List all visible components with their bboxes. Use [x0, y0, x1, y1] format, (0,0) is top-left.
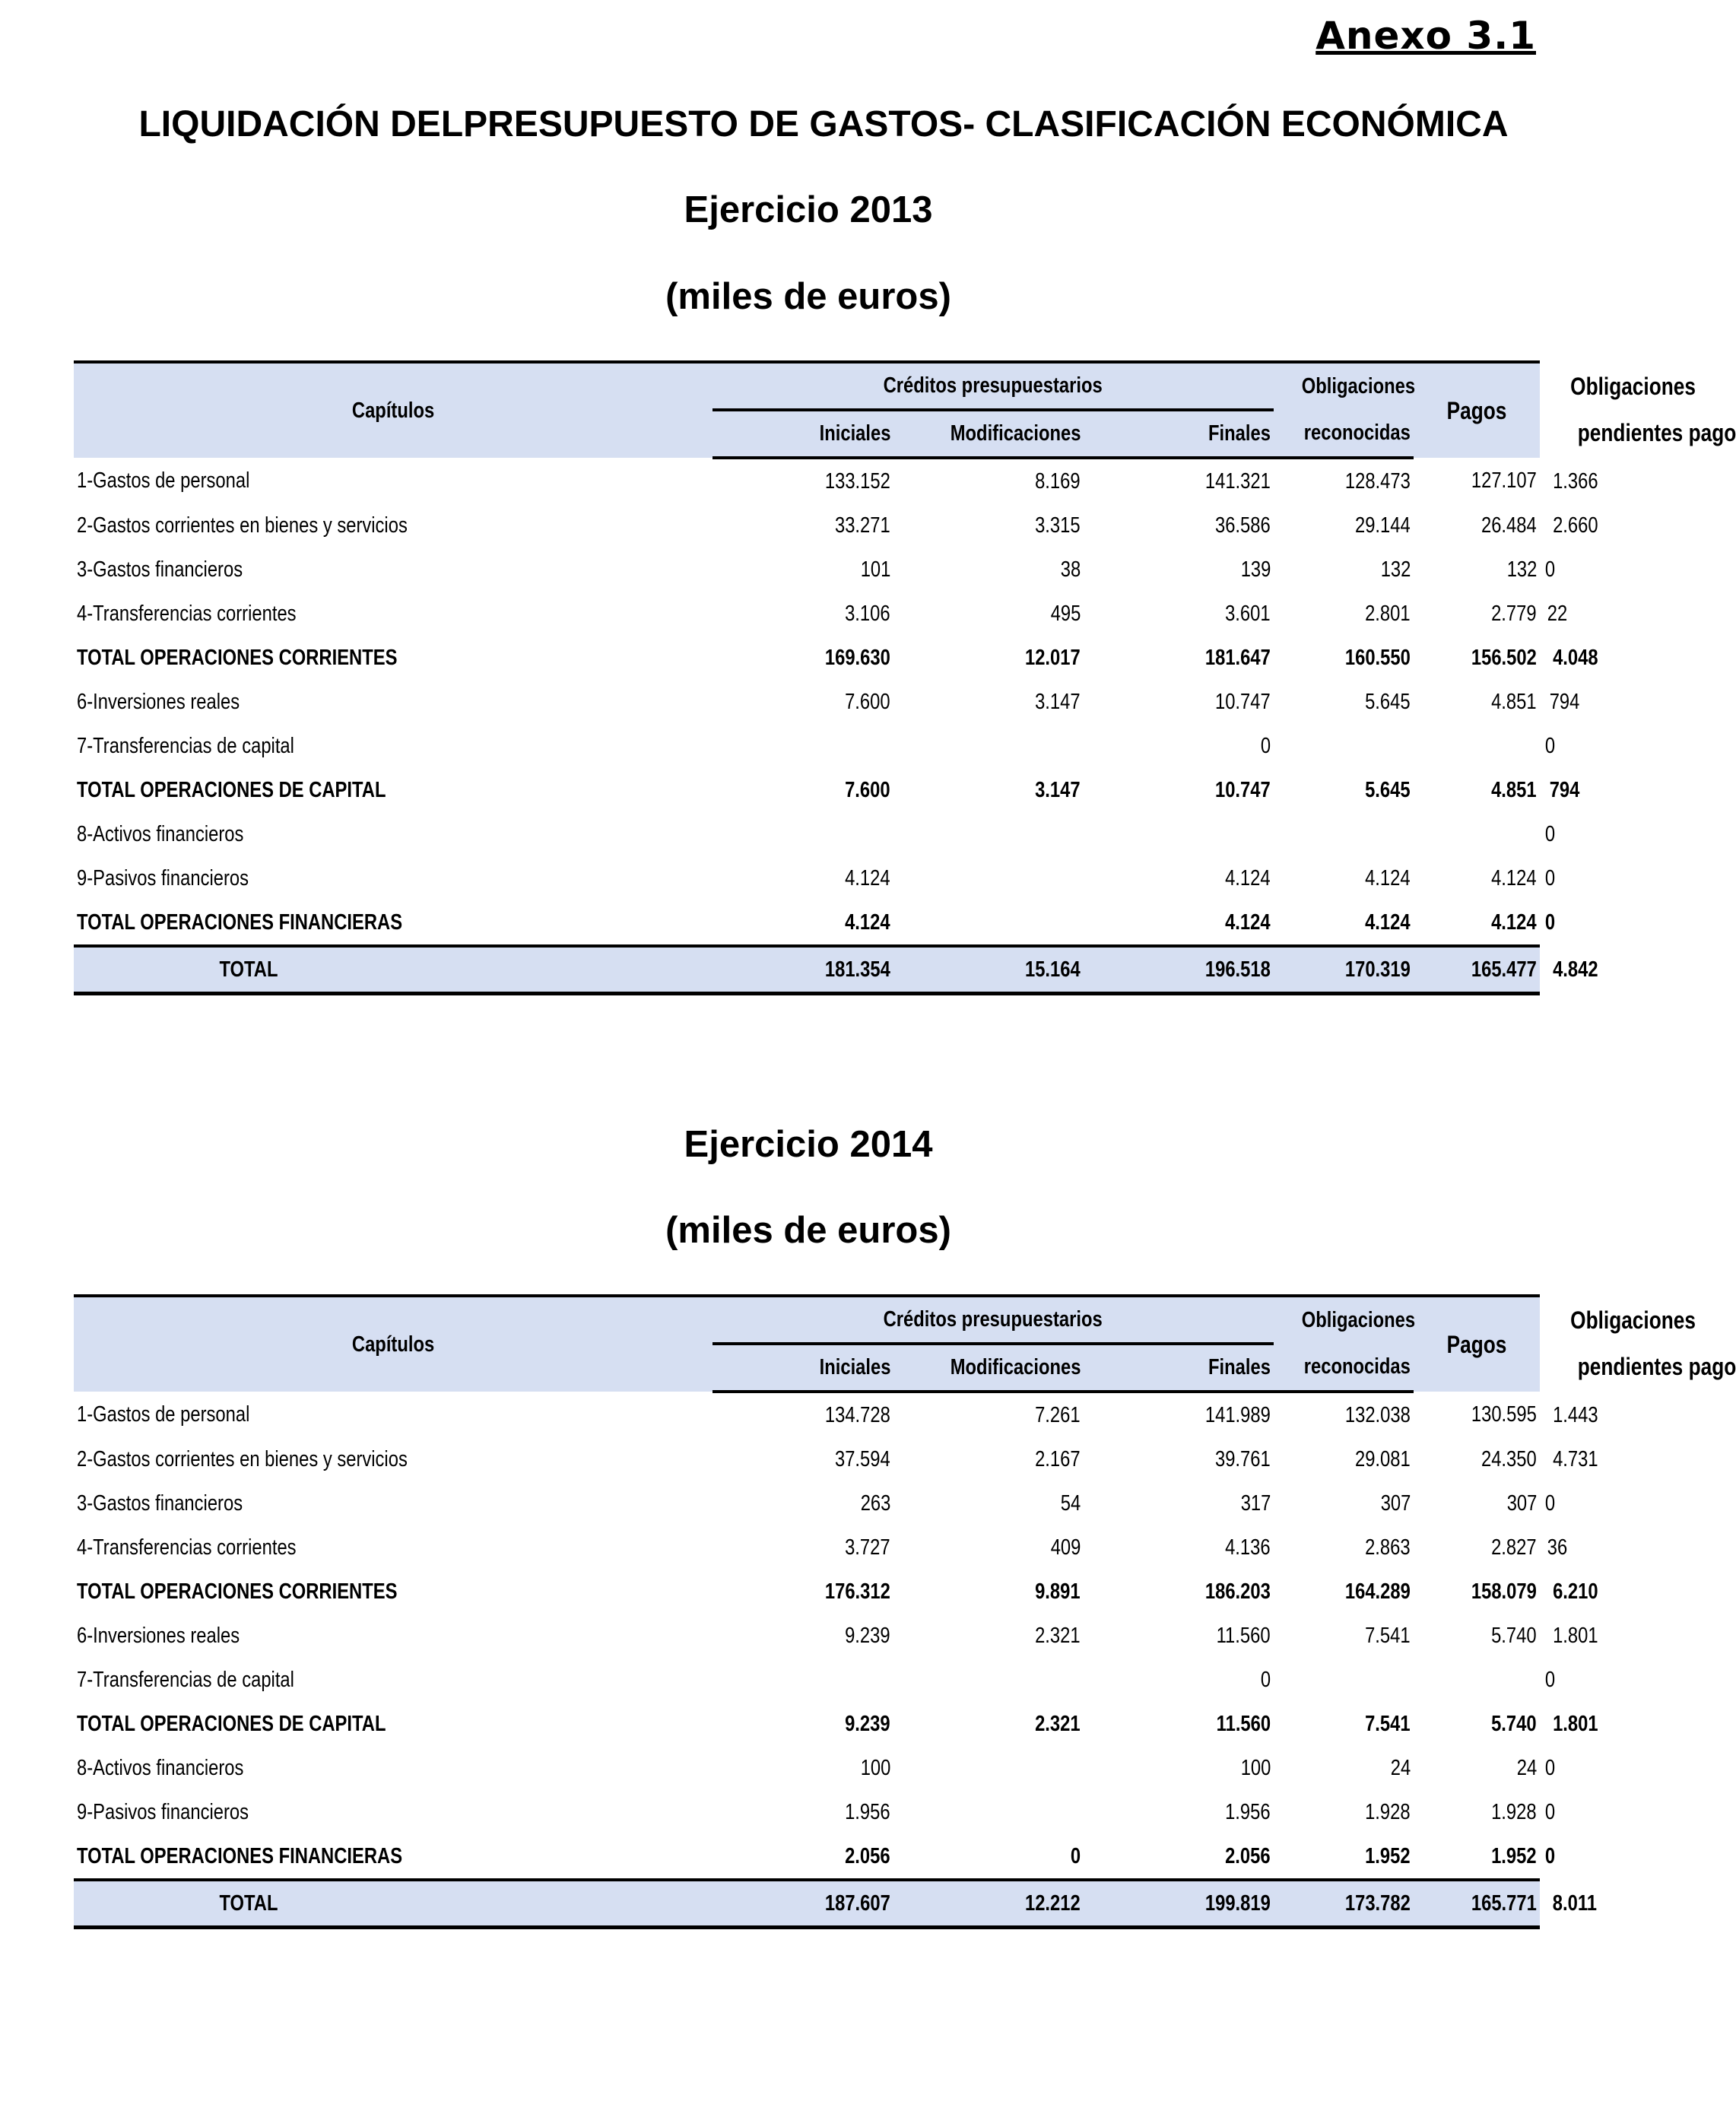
row-label: 3-Gastos financieros	[77, 1490, 243, 1516]
cell-value: 165.771	[1414, 1880, 1540, 1928]
cell-value	[1414, 812, 1540, 856]
cell-value: 132	[1506, 557, 1538, 582]
cell-value: 33.271	[835, 513, 890, 538]
cell-value: 134.728	[825, 1402, 890, 1427]
cell-value: 1.928	[1365, 1799, 1411, 1824]
cell-value: 158.079	[1471, 1579, 1538, 1604]
cell-value: 7.541	[1365, 1711, 1411, 1736]
cell-value	[893, 856, 1084, 900]
cell-value	[1274, 724, 1414, 768]
table-row: 9-Pasivos financieros 4.124 4.124 4.124 4.124 0	[74, 856, 1540, 900]
cell-value	[893, 1658, 1084, 1702]
cell-value: 2.321	[1035, 1711, 1081, 1736]
header-reconocidas: reconocidas	[1274, 1344, 1414, 1392]
cell-value: 4.124	[1365, 909, 1411, 935]
cell-value: 5.740	[1491, 1711, 1538, 1736]
header-obligaciones: Obligaciones	[1274, 362, 1414, 410]
table-row: 8-Activos financieros 0	[74, 812, 1540, 856]
table-row: 7-Transferencias de capital 0 0	[74, 724, 1540, 768]
row-label: 2-Gastos corrientes en bienes y servicios	[77, 513, 408, 538]
cell-value: 176.312	[825, 1579, 890, 1604]
cell-value: 36.586	[1215, 513, 1271, 538]
cell-value: 38	[1060, 557, 1081, 582]
cell-value: 5.645	[1365, 689, 1411, 714]
row-label: 9-Pasivos financieros	[77, 1799, 249, 1824]
cell-value: 263	[860, 1490, 890, 1516]
table-row: 7-Transferencias de capital 0 0	[74, 1658, 1540, 1702]
row-label: TOTAL OPERACIONES FINANCIERAS	[77, 1843, 403, 1868]
total-row: TOTAL 187.607 12.212 199.819 173.782 165.771 8.011	[74, 1880, 1540, 1928]
cell-value: 11.560	[1216, 1711, 1271, 1736]
subtotal-row: TOTAL OPERACIONES FINANCIERAS 4.124 4.124 4.124 4.124 0	[74, 900, 1540, 946]
header-finales: Finales	[1084, 410, 1274, 458]
header-creditos: Créditos presupuestarios	[712, 1296, 1274, 1344]
page-title: LIQUIDACIÓN DELPRESUPUESTO DE GASTOS- CLASIFICACIÓN ECONÓMICA	[138, 104, 1509, 144]
row-label: 8-Activos financieros	[77, 1755, 244, 1780]
cell-value: 3.147	[1035, 777, 1081, 802]
cell-value: 186.203	[1205, 1579, 1271, 1604]
cell-value: 132.038	[1345, 1402, 1411, 1427]
cell-value	[712, 724, 893, 768]
row-label: 4-Transferencias corrientes	[77, 1535, 297, 1560]
header-capitulos: Capítulos	[74, 362, 712, 458]
header-modificaciones: Modificaciones	[893, 1344, 1084, 1392]
cell-value: 409	[1050, 1535, 1081, 1560]
cell-value: 10.747	[1215, 777, 1271, 802]
subtotal-row: TOTAL OPERACIONES DE CAPITAL 7.600 3.147 10.747 5.645 4.851 794	[74, 768, 1540, 812]
row-label: 3-Gastos financieros	[77, 557, 243, 582]
header-pagos: Pagos	[1414, 1296, 1540, 1392]
header-capitulos: Capítulos	[74, 1296, 712, 1392]
table-row: 2-Gastos corrientes en bienes y servicios 37.594 2.167 39.761 29.081 24.350 4.731	[74, 1437, 1540, 1481]
table-row: 4-Transferencias corrientes 3.106 495 3.601 2.801 2.779 22	[74, 592, 1540, 636]
table-row: 4-Transferencias corrientes 3.727 409 4.136 2.863 2.827 36	[74, 1525, 1540, 1570]
cell-value: 132	[1380, 557, 1411, 582]
cell-value: 139	[1240, 557, 1271, 582]
row-label: TOTAL	[74, 946, 424, 994]
cell-value: 2.056	[1225, 1843, 1271, 1868]
row-label: 8-Activos financieros	[77, 821, 244, 846]
cell-value: 3.727	[845, 1535, 890, 1560]
table-row: 6-Inversiones reales 9.239 2.321 11.560 7.541 5.740 1.801	[74, 1614, 1540, 1658]
cell-value: 0	[1260, 733, 1271, 758]
cell-value: 7.541	[1365, 1623, 1411, 1648]
cell-value: 5.645	[1365, 777, 1411, 802]
cell-value	[1274, 812, 1414, 856]
cell-value: 29.144	[1355, 513, 1411, 538]
cell-value: 196.518	[1084, 946, 1274, 994]
cell-value: 3.315	[1035, 513, 1081, 538]
total-row: TOTAL 181.354 15.164 196.518 170.319 165.477 4.842	[74, 946, 1540, 994]
cell-value: 2.321	[1035, 1623, 1081, 1648]
cell-value: 307	[1380, 1490, 1411, 1516]
header-modificaciones: Modificaciones	[893, 410, 1084, 458]
row-label: 7-Transferencias de capital	[77, 1667, 294, 1692]
subtotal-row: TOTAL OPERACIONES DE CAPITAL 9.239 2.321 11.560 7.541 5.740 1.801	[74, 1702, 1540, 1746]
row-label: 4-Transferencias corrientes	[77, 601, 297, 626]
cell-value: 101	[860, 557, 890, 582]
cell-value: 9.239	[845, 1623, 890, 1648]
row-label: 6-Inversiones reales	[77, 689, 240, 714]
cell-value: 2.167	[1035, 1446, 1081, 1471]
cell-value: 4.124	[1225, 865, 1271, 890]
cell-value: 2.863	[1365, 1535, 1411, 1560]
cell-value: 3.601	[1225, 601, 1271, 626]
cell-value: 37.594	[835, 1446, 890, 1471]
table-row: 3-Gastos financieros 101 38 139 132 132 0	[74, 548, 1540, 592]
cell-value: 4.136	[1225, 1535, 1271, 1560]
cell-value: 12.212	[893, 1880, 1084, 1928]
cell-value: 2.056	[845, 1843, 890, 1868]
cell-value: 9.239	[845, 1711, 890, 1736]
table-row: 2-Gastos corrientes en bienes y servicios 33.271 3.315 36.586 29.144 26.484 2.660	[74, 503, 1540, 548]
section-2014-title: Ejercicio 2014	[684, 1124, 933, 1165]
cell-value: 181.354	[712, 946, 893, 994]
table-row: 8-Activos financieros 100 100 24 24 0	[74, 1746, 1540, 1790]
table-2014	[74, 1294, 1736, 1929]
cell-value: 4.124	[1365, 865, 1411, 890]
row-label: 2-Gastos corrientes en bienes y servicios	[77, 1446, 408, 1471]
cell-value	[712, 1658, 893, 1702]
section-2013-title: Ejercicio 2013	[684, 189, 933, 230]
row-label: 1-Gastos de personal	[77, 1402, 250, 1427]
cell-value	[893, 1790, 1084, 1834]
cell-value: 24	[1390, 1755, 1411, 1780]
row-label: 6-Inversiones reales	[77, 1623, 240, 1648]
table-row: 1-Gastos de personal 133.152 8.169 141.321 128.473 127.107 1.366	[74, 458, 1540, 503]
cell-value: 2.779	[1491, 601, 1538, 626]
cell-value: 10.747	[1215, 689, 1271, 714]
cell-value: 307	[1506, 1490, 1538, 1516]
section-2014-units: (miles de euros)	[665, 1210, 951, 1251]
cell-value: 9.891	[1035, 1579, 1081, 1604]
cell-value	[893, 812, 1084, 856]
table-row: 9-Pasivos financieros 1.956 1.956 1.928 1.928 0	[74, 1790, 1540, 1834]
subtotal-row: TOTAL OPERACIONES FINANCIERAS 2.056 0 2.056 1.952 1.952 0	[74, 1834, 1540, 1880]
cell-value: 2.827	[1491, 1535, 1538, 1560]
cell-value: 141.321	[1205, 468, 1271, 494]
row-label: TOTAL OPERACIONES CORRIENTES	[77, 1579, 398, 1604]
cell-value	[1274, 1658, 1414, 1702]
cell-value	[1414, 724, 1540, 768]
cell-value: 4.124	[1491, 865, 1538, 890]
cell-value: 29.081	[1355, 1446, 1411, 1471]
cell-value	[893, 900, 1084, 946]
header-finales: Finales	[1084, 1344, 1274, 1392]
cell-value: 7.600	[845, 689, 890, 714]
cell-value: 39.761	[1215, 1446, 1271, 1471]
cell-value	[1084, 812, 1274, 856]
cell-value: 133.152	[825, 468, 890, 494]
row-label: TOTAL OPERACIONES DE CAPITAL	[77, 1711, 386, 1736]
cell-value: 24	[1516, 1755, 1538, 1780]
cell-value: 1.952	[1365, 1843, 1411, 1868]
budget-table: Capítulos Créditos presupuestarios Obligaciones Pagos Obligaciones Iniciales Modificaciones Finales reconocidas pendientes pago 1-Gastos de personal 133.152 8.169 141.321 128.473 127.107 1.366 2-Gastos corrientes en bienes y servicios 33.271 3.315 36.586 29.144 26.484 2.660 3-Gastos financieros 101 38 139 132 132 0 4-Transferencias corrientes 3.106 495 3.601 2.801 2.779 22 TOTAL OPERACIONES CORRIENTES 169.630 12.017 181.647 160.550 156.502 4.048 6-Inversiones reales 7.600 3.147 10.747 5.645 4.851 794 7-Transferencias de capital 0 0 TOTAL OPERACIONES DE CAPITAL 7.600 3.147 10.747 5.645 4.851 794 8-Activos financieros 0 9-Pasivos financieros 4.124 4.124 4.124 4.124 0 TOTAL OPERACIONES FINANCIERAS 4.124 4.124 4.124 4.124 0 TOTAL 181.354 15.164 196.518 170.319 165.477 4.842	[74, 360, 1540, 995]
row-label: 1-Gastos de personal	[77, 468, 250, 493]
cell-value: 3.147	[1035, 689, 1081, 714]
header-pagos: Pagos	[1414, 362, 1540, 458]
section-2013-units: (miles de euros)	[665, 276, 951, 317]
cell-value: 5.740	[1491, 1623, 1538, 1648]
cell-value: 4.851	[1491, 777, 1538, 802]
cell-value: 4.124	[1491, 909, 1538, 935]
row-label: TOTAL OPERACIONES CORRIENTES	[77, 645, 398, 670]
cell-value: 1.952	[1491, 1843, 1538, 1868]
row-label: TOTAL OPERACIONES FINANCIERAS	[77, 909, 403, 935]
budget-table: Capítulos Créditos presupuestarios Obligaciones Pagos Obligaciones Iniciales Modificaciones Finales reconocidas pendientes pago 1-Gastos de personal 134.728 7.261 141.989 132.038 130.595 1.443 2-Gastos corrientes en bienes y servicios 37.594 2.167 39.761 29.081 24.350 4.731 3-Gastos financieros 263 54 317 307 307 0 4-Transferencias corrientes 3.727 409 4.136 2.863 2.827 36 TOTAL OPERACIONES CORRIENTES 176.312 9.891 186.203 164.289 158.079 6.210 6-Inversiones reales 9.239 2.321 11.560 7.541 5.740 1.801 7-Transferencias de capital 0 0 TOTAL OPERACIONES DE CAPITAL 9.239 2.321 11.560 7.541 5.740 1.801 8-Activos financieros 100 100 24 24 0 9-Pasivos financieros 1.956 1.956 1.928 1.928 0 TOTAL OPERACIONES FINANCIERAS 2.056 0 2.056 1.952 1.952 0 TOTAL 187.607 12.212 199.819 173.782 165.771 8.011	[74, 1294, 1540, 1929]
cell-value	[893, 1746, 1084, 1790]
cell-value: 181.647	[1205, 645, 1271, 670]
annex-label: Anexo 3.1	[1315, 14, 1536, 58]
header-reconocidas: reconocidas	[1274, 410, 1414, 458]
cell-value: 100	[1240, 1755, 1271, 1780]
header-iniciales: Iniciales	[712, 410, 893, 458]
cell-value: 141.989	[1205, 1402, 1271, 1427]
row-label: TOTAL	[74, 1880, 424, 1928]
subtotal-row: TOTAL OPERACIONES CORRIENTES 169.630 12.017 181.647 160.550 156.502 4.048	[74, 636, 1540, 680]
row-label: TOTAL OPERACIONES DE CAPITAL	[77, 777, 386, 802]
header-creditos: Créditos presupuestarios	[712, 362, 1274, 410]
cell-value: 128.473	[1345, 468, 1411, 494]
header-iniciales: Iniciales	[712, 1344, 893, 1392]
cell-value	[712, 812, 893, 856]
cell-value: 127.107	[1471, 468, 1538, 493]
cell-value	[1414, 1658, 1540, 1702]
header-obligaciones: Obligaciones	[1274, 1296, 1414, 1344]
cell-value: 164.289	[1345, 1579, 1411, 1604]
cell-value: 26.484	[1481, 513, 1538, 538]
cell-value: 4.124	[845, 909, 890, 935]
cell-value: 15.164	[893, 946, 1084, 994]
cell-value: 100	[860, 1755, 890, 1780]
cell-value: 3.106	[845, 601, 890, 626]
cell-value: 173.782	[1274, 1880, 1414, 1928]
cell-value: 495	[1050, 601, 1081, 626]
cell-value: 165.477	[1414, 946, 1540, 994]
cell-value: 7.600	[845, 777, 890, 802]
cell-value: 2.801	[1365, 601, 1411, 626]
cell-value	[893, 724, 1084, 768]
cell-value: 7.261	[1035, 1402, 1081, 1427]
table-row: 1-Gastos de personal 134.728 7.261 141.989 132.038 130.595 1.443	[74, 1392, 1540, 1437]
cell-value: 24.350	[1481, 1446, 1538, 1471]
cell-value: 187.607	[712, 1880, 893, 1928]
cell-value: 317	[1240, 1490, 1271, 1516]
subtotal-row: TOTAL OPERACIONES CORRIENTES 176.312 9.891 186.203 164.289 158.079 6.210	[74, 1570, 1540, 1614]
cell-value: 130.595	[1471, 1402, 1538, 1427]
cell-value: 1.956	[845, 1799, 890, 1824]
cell-value: 156.502	[1471, 645, 1538, 670]
cell-value: 8.169	[1035, 468, 1081, 494]
table-2013	[74, 360, 1736, 995]
cell-value: 1.928	[1491, 1799, 1538, 1824]
cell-value: 4.124	[1225, 909, 1271, 935]
cell-value: 169.630	[825, 645, 890, 670]
cell-value: 160.550	[1345, 645, 1411, 670]
table-row: 6-Inversiones reales 7.600 3.147 10.747 5.645 4.851 794	[74, 680, 1540, 724]
cell-value: 11.560	[1217, 1623, 1271, 1648]
row-label: 9-Pasivos financieros	[77, 865, 249, 890]
cell-value: 170.319	[1274, 946, 1414, 994]
cell-value: 1.956	[1225, 1799, 1271, 1824]
row-label: 7-Transferencias de capital	[77, 733, 294, 758]
table-row: 3-Gastos financieros 263 54 317 307 307 0	[74, 1481, 1540, 1525]
cell-value: 0	[1260, 1667, 1271, 1692]
cell-value: 4.124	[845, 865, 890, 890]
cell-value: 0	[1070, 1843, 1081, 1868]
cell-value: 4.851	[1491, 689, 1538, 714]
cell-value: 199.819	[1084, 1880, 1274, 1928]
cell-value: 12.017	[1025, 645, 1081, 670]
cell-value: 54	[1060, 1490, 1081, 1516]
